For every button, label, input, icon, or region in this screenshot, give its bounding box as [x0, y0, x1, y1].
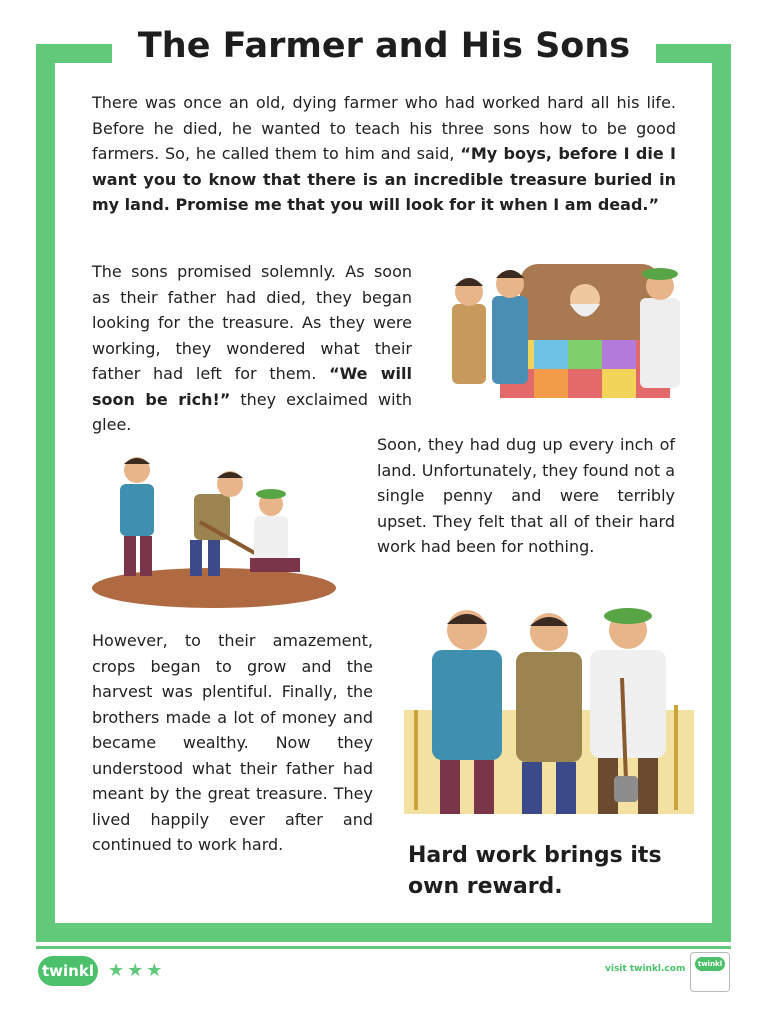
visit-link[interactable]: visit twinkl.com [605, 964, 686, 974]
paragraph-2-end: they exclaimed with glee. [92, 389, 412, 434]
story-paragraph-1 [92, 90, 676, 218]
story-paragraph-3: Soon, they had dug up every inch of land. Unfortunately, they found not a single penny and were terribly upset. They felt that all of their hard work had been for nothing. [377, 435, 675, 556]
rating-stars-icon: ★★★ [108, 960, 166, 981]
wheat-field-illustration [404, 600, 694, 826]
page-title: The Farmer and His Sons [137, 26, 631, 66]
quality-badge-icon [690, 952, 730, 992]
paragraph-2-text: The sons promised solemnly. As soon as their father had died, they began looking for the treasure. As they were working, they wondered what their father had left for them. [92, 262, 412, 383]
footer-divider [36, 946, 731, 949]
paragraph-2-quote: “We will soon be rich!” [92, 364, 412, 409]
father-bed-illustration [440, 254, 688, 398]
paragraph-1-text: There was once an old, dying farmer who had worked hard all his life. Before he died, he wanted to teach his three sons how to be good farmers. So, he called them to him and said, [92, 93, 676, 163]
story-paragraph-2 [92, 259, 412, 438]
story-paragraph-4: However, to their amazement, crops began to grow and the harvest was plentiful. Finally, the brothers made a lot of money and became wealthy. Now they understood what their father had meant by the great treasure. They lived happily ever after and continued to work hard. [92, 631, 373, 854]
quality-badge-label: twinkl [695, 957, 725, 971]
story-moral: Hard work brings its own reward. [408, 843, 662, 899]
twinkl-logo[interactable]: twinkl [38, 956, 98, 986]
digging-illustration [90, 452, 338, 610]
paragraph-1-quote: “My boys, before I die I want you to know that there is an incredible treasure buried in my land. Promise me that you will look for it when I am dead.” [92, 144, 677, 214]
